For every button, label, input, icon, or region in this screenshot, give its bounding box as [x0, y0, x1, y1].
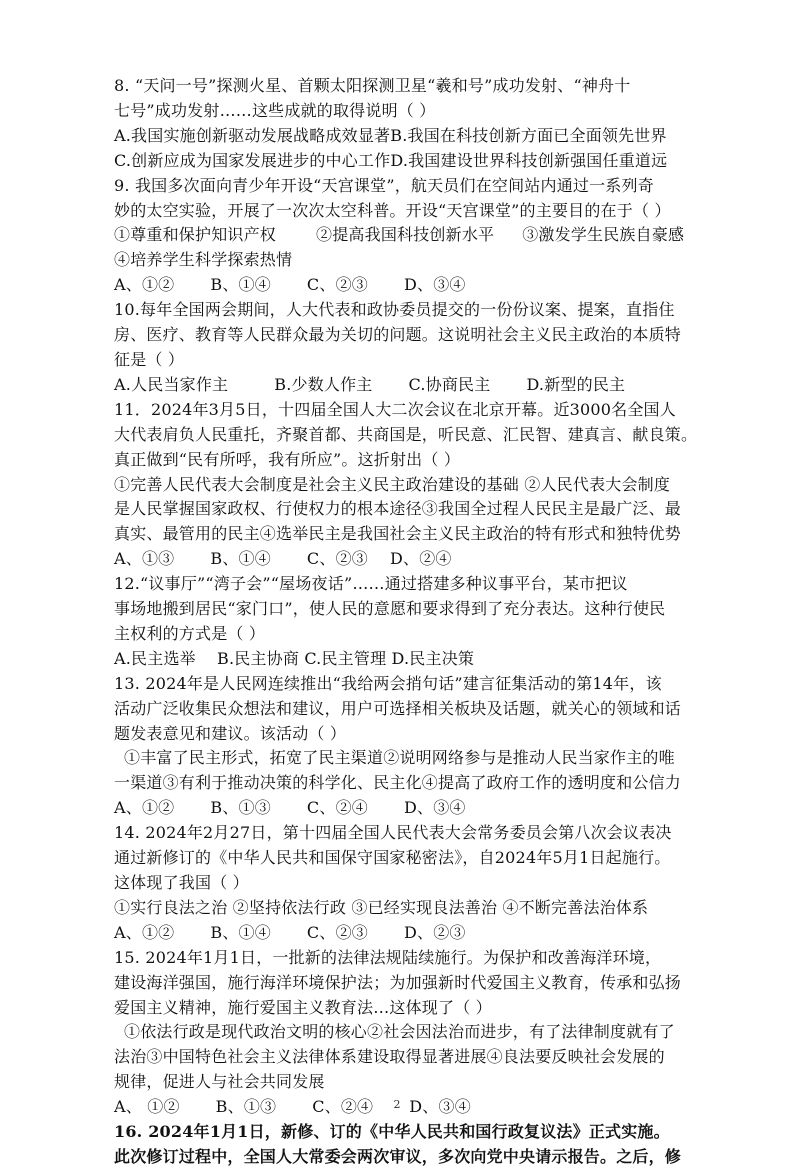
q10-choice-b: B.少数人作主	[274, 374, 373, 394]
q14-stem-line-3: 这体现了我国（ ）	[114, 873, 249, 892]
q15-stem-line-1: 15. 2024年1月1日，一批新的法律法规陆续施行。为保护和改善海洋环境，	[114, 947, 662, 967]
q8-stem-line-2: 七号”成功发射……这些成就的取得说明（ ）	[114, 100, 436, 120]
q15-stem-line-3: 爱国主义精神，施行爱国主义教育法…这体现了（ ）	[114, 997, 492, 1017]
q16-stem-line-1: 16. 2024年1月1日，新修、订的《中华人民共和国行政复议法》正式实施。	[114, 1122, 670, 1142]
q15-statements-line-1: ①依法行政是现代政治文明的核心②社会因法治而进步，有了法律制度就有了	[124, 1022, 675, 1042]
q13-choice-d: D、③④	[403, 798, 466, 818]
q10-choice-d: D.新型的民主	[526, 374, 626, 394]
q12-stem-line-2: 事场地搬到居民“家门口”，使人民的意愿和要求得到了充分表达。这种行使民	[114, 599, 666, 619]
q15-statements-line-2: 法治③中国特色社会主义法律体系建设取得显著进展④良法要反映社会发展的	[114, 1047, 665, 1067]
q16-stem-line-2: 此次修订过程中，全国人大常委会两次审议，多次向党中央请示报告。之后，修	[114, 1146, 682, 1166]
q10-choices	[114, 373, 692, 398]
q14-choice-d: D、②③	[403, 922, 466, 942]
q11-stem-line-3: 真正做到“民有所呼，我有所应”。这折射出（ ）	[114, 449, 461, 469]
q13-choice-c: C、②④	[306, 798, 368, 818]
q11-choices	[114, 547, 692, 572]
q11-statements-line-2: 是人民掌握国家政权、行使权力的根本途径③我国全过程人民民主是最广泛、最	[114, 499, 682, 519]
question-11	[114, 398, 698, 572]
q8-options-ab	[114, 124, 692, 149]
q15-choice-b: B、①③	[215, 1097, 277, 1117]
q11-choice-a: A、①③	[114, 549, 175, 569]
q15-choice-c: C、②④	[312, 1097, 374, 1117]
question-list	[114, 74, 698, 1170]
q13-choice-a: A、①②	[114, 798, 175, 818]
q14-choice-a: A、①②	[114, 922, 175, 942]
q11-statements-line-3: 真实、最管用的民主④选举民主是我国社会主义民主政治的特有形式和独特优势	[114, 524, 682, 544]
q8-option-d: D.我国建设世界科技创新强国任重道远	[390, 150, 668, 170]
q13-stem-line-1: 13. 2024年是人民网连续推出“我给两会捎句话”建言征集活动的第14年，该	[114, 673, 662, 693]
q15-choice-a: A、 ①②	[114, 1097, 180, 1117]
q9-choice-a: A、①②	[114, 275, 175, 295]
q14-stem-line-2: 通过新修订的《中华人民共和国保守国家秘密法》，自2024年5月1日起施行。	[114, 848, 671, 868]
question-8	[114, 74, 692, 174]
q11-choice-d: D、②④	[389, 549, 452, 569]
q14-choices	[114, 921, 692, 946]
q13-stem-line-2: 活动广泛收集民众想法和建议，用户可选择相关板块及话题，就关心的领域和话	[114, 698, 682, 718]
question-15	[114, 946, 692, 1120]
q13-stem-line-3: 题发表意见和建议。该活动（ ）	[114, 723, 347, 743]
q15-stem-line-2: 建设海洋强国，施行海洋环境保护法；为加强新时代爱国主义教育，传承和弘扬	[114, 972, 682, 992]
q12-stem-line-1: 12.“议事厅”“湾子会”“屋场夜话”……通过搭建多种议事平台，某市把议	[114, 574, 628, 594]
q10-choice-c: C.协商民主	[408, 374, 491, 394]
question-12	[114, 572, 692, 672]
q10-stem-line-1: 10.每年全国两会期间，人大代表和政协委员提交的一份份议案、提案，直指住	[114, 300, 675, 320]
question-16	[114, 1120, 692, 1170]
q9-statements-row	[114, 223, 692, 248]
q10-stem-line-3: 征是（ ）	[114, 349, 185, 369]
q13-choices	[114, 796, 692, 821]
q8-option-c: C.创新应成为国家发展进步的中心工作	[114, 150, 391, 170]
q9-choices	[114, 273, 692, 298]
q11-stem-line-2: 大代表肩负人民重托，齐聚首都、共商国是，听民意、汇民智、建真言、献良策。	[114, 424, 698, 444]
q13-statements-line-2: 一渠道③有利于推动决策的科学化、民主化④提高了政府工作的透明度和公信力	[114, 773, 682, 793]
q14-stem-line-1: 14. 2024年2月27日，第十四届全国人民代表大会常务委员会第八次会议表决	[114, 823, 672, 843]
q15-statements-line-3: 规律，促进人与社会共同发展	[114, 1072, 325, 1092]
q11-choice-b: B、①④	[210, 549, 271, 569]
question-10	[114, 298, 692, 398]
q9-choice-c: C、②③	[306, 275, 368, 295]
q8-stem-line-1: 8. “天问一号”探测火星、首颗太阳探测卫星“羲和号”成功发射、“神舟十	[114, 76, 631, 95]
q9-statement-4: ④培养学生科学探索热情	[114, 250, 293, 270]
question-9	[114, 174, 692, 299]
q8-option-a: A.我国实施创新驱动发展战略成效显著	[114, 125, 391, 145]
q9-stem-line-2: 妙的太空实验，开展了一次次太空科普。开设“天宫课堂”的主要目的在于（ ）	[114, 200, 671, 220]
q9-choice-d: D、③④	[403, 275, 466, 295]
q9-statement-1: ①尊重和保护知识产权	[114, 225, 277, 245]
q13-choice-b: B、①③	[210, 798, 271, 818]
q9-stem-line-1: 9. 我国多次面向青少年开设“天宫课堂”，航天员们在空间站内通过一系列奇	[114, 175, 654, 195]
q12-choices: A.民主选举 B.民主协商 C.民主管理 D.民主决策	[114, 648, 475, 668]
q13-statements-line-1: ①丰富了民主形式，拓宽了民主渠道②说明网络参与是推动人民当家作主的唯	[124, 748, 675, 768]
q12-stem-line-3: 主权利的方式是（ ）	[114, 623, 266, 643]
page-number: 2	[393, 1098, 401, 1111]
q11-choice-c: C、②③	[306, 549, 368, 569]
q11-statements-line-1: ①完善人民代表大会制度是社会主义民主政治建设的基础 ②人民代表大会制度	[114, 474, 671, 494]
q10-stem-line-2: 房、医疗、教育等人民群众最为关切的问题。这说明社会主义民主政治的本质特	[114, 325, 682, 345]
q9-choice-b: B、①④	[210, 275, 271, 295]
q14-choice-b: B、①④	[210, 922, 271, 942]
q9-statement-3: ③激发学生民族自豪感	[522, 225, 685, 245]
q14-choice-c: C、②③	[306, 922, 368, 942]
q15-choice-d: D、③④	[409, 1097, 471, 1117]
question-13	[114, 672, 692, 821]
q9-statement-2: ②提高我国科技创新水平	[316, 225, 495, 245]
q14-statements: ①实行良法之治 ②坚持依法行政 ③已经实现良法善治 ④不断完善法治体系	[114, 897, 649, 917]
question-14	[114, 821, 692, 946]
q8-options-cd	[114, 149, 692, 174]
q8-option-b: B.我国在科技创新方面已全面领先世界	[390, 125, 667, 145]
q10-choice-a: A.人民当家作主	[114, 374, 229, 394]
q11-stem-line-1: 11．2024年3月5日，十四届全国人大二次会议在北京开幕。近3000名全国人	[114, 399, 676, 419]
